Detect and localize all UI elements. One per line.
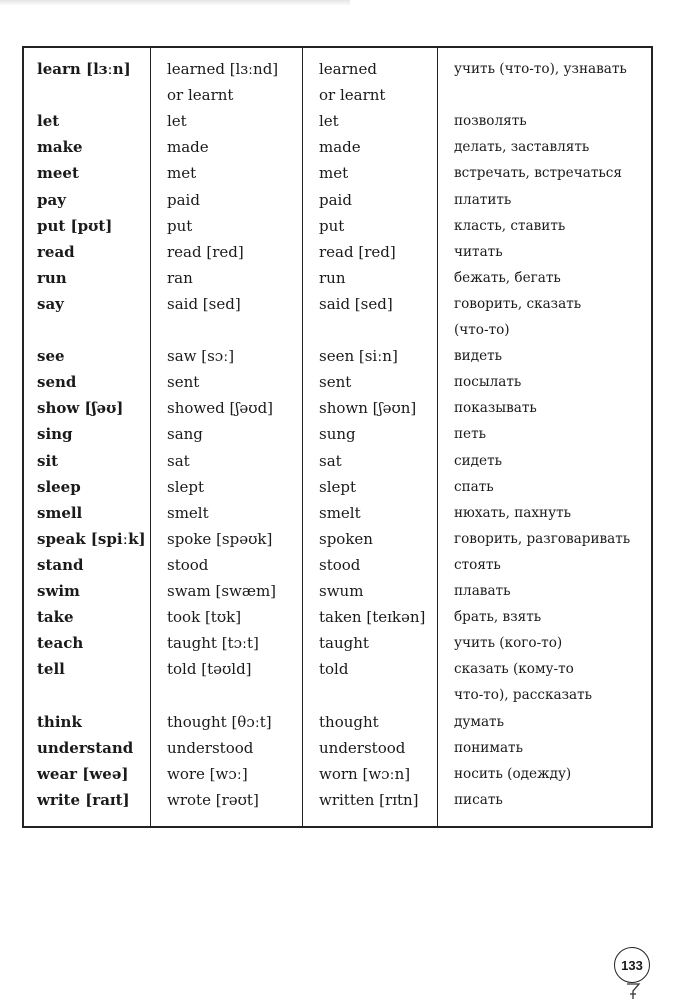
translation-cell: говорить, разговаривать xyxy=(454,530,631,547)
past-participle-cell: sent xyxy=(319,373,352,392)
base-form-cell: pay xyxy=(37,190,66,209)
translation-cell: понимать xyxy=(454,739,523,756)
past-simple-cell: saw [sɔː] xyxy=(167,347,235,366)
past-simple-cell: wrote [rəʊt] xyxy=(167,790,259,809)
past-simple-cell: read [red] xyxy=(167,242,244,261)
past-simple-cell: taught [tɔːt] xyxy=(167,634,259,653)
translation-cell: встречать, встречаться xyxy=(454,165,622,182)
translation-cell: говорить, сказать xyxy=(454,295,582,312)
base-form-cell: sing xyxy=(37,425,73,444)
past-participle-cell: understood xyxy=(319,738,406,757)
past-participle-cell: slept xyxy=(319,477,357,496)
past-participle-cell: taught xyxy=(319,634,369,653)
base-form-cell: understand xyxy=(37,738,134,757)
past-participle-cell: learned xyxy=(319,60,377,78)
past-participle-cell: thought xyxy=(319,712,379,731)
translation-cell: учить (кого-то) xyxy=(454,635,563,652)
translation-cell: читать xyxy=(454,243,503,260)
column-divider xyxy=(302,48,303,826)
column-divider xyxy=(437,48,438,826)
translation-cell: носить (одежду) xyxy=(454,765,572,782)
past-participle-cell: run xyxy=(319,268,346,287)
base-form-cell: run xyxy=(37,268,67,287)
past-simple-cell: sang xyxy=(167,425,203,444)
base-form-cell: stand xyxy=(37,555,84,574)
past-simple-cell: paid xyxy=(167,190,200,209)
past-simple-cell: spoke [spəʊk] xyxy=(167,529,273,548)
base-form-cell: swim xyxy=(37,582,80,600)
translation-cell: стоять xyxy=(454,556,501,573)
past-simple-cell: said [sed] xyxy=(167,294,241,313)
base-form-cell: let xyxy=(37,112,60,131)
past-simple-cell: put xyxy=(167,216,193,235)
translation-cell: что-то), рассказать xyxy=(454,687,593,704)
translation-cell: делать, заставлять xyxy=(454,139,590,156)
base-form-cell: show [ʃəʊ] xyxy=(37,399,124,418)
past-simple-cell: slept xyxy=(167,477,205,496)
past-simple-cell: ran xyxy=(167,268,193,287)
past-simple-cell: met xyxy=(167,164,197,183)
past-simple-cell: smelt xyxy=(167,503,209,522)
base-form-cell: speak [spiːk] xyxy=(37,529,146,548)
page-number: 133 xyxy=(614,947,650,983)
base-form-cell: say xyxy=(37,294,64,313)
base-form-cell: tell xyxy=(37,660,65,679)
past-simple-cell: took [tʊk] xyxy=(167,608,242,627)
past-simple-cell: made xyxy=(167,138,209,157)
translation-cell: сказать (кому-то xyxy=(454,661,574,678)
translation-cell: платить xyxy=(454,191,512,208)
base-form-cell: put [pʊt] xyxy=(37,216,113,235)
past-simple-cell: understood xyxy=(167,738,254,757)
translation-cell: класть, ставить xyxy=(454,217,566,234)
base-form-cell: read xyxy=(37,242,75,261)
base-form-cell: meet xyxy=(37,164,79,183)
translation-cell: бежать, бегать xyxy=(454,269,561,286)
translation-cell: учить (что-то), узнавать xyxy=(454,61,627,77)
past-participle-cell: seen [siːn] xyxy=(319,347,398,366)
translation-cell: плавать xyxy=(454,583,511,599)
translation-cell: писать xyxy=(454,791,503,808)
irregular-verbs-table xyxy=(22,46,653,828)
past-simple-cell: learned [lɜːnd] xyxy=(167,60,279,78)
base-form-cell: sleep xyxy=(37,477,81,496)
base-form-cell: take xyxy=(37,608,74,627)
past-participle-cell: taken [teɪkən] xyxy=(319,608,426,627)
base-form-cell: sit xyxy=(37,451,59,470)
past-simple-cell: stood xyxy=(167,555,209,574)
past-participle-cell: paid xyxy=(319,190,352,209)
past-participle-cell: told xyxy=(319,660,349,679)
past-participle-cell: stood xyxy=(319,555,361,574)
past-simple-cell: told [təʊld] xyxy=(167,660,252,679)
past-participle-cell: shown [ʃəʊn] xyxy=(319,399,417,418)
past-participle-cell: sung xyxy=(319,425,356,444)
past-participle-cell: put xyxy=(319,216,345,235)
past-participle-cell: spoken xyxy=(319,529,373,548)
translation-cell: посылать xyxy=(454,374,522,391)
translation-cell: сидеть xyxy=(454,452,503,469)
pencil-mark-icon xyxy=(624,982,642,1000)
past-participle-cell: met xyxy=(319,164,349,183)
column-divider xyxy=(150,48,151,826)
past-participle-cell: made xyxy=(319,138,361,157)
base-form-cell: write [raɪt] xyxy=(37,790,130,809)
translation-cell: (что-то) xyxy=(454,322,510,338)
base-form-cell: make xyxy=(37,138,83,157)
translation-cell: позволять xyxy=(454,113,527,130)
past-participle-cell: let xyxy=(319,112,339,131)
base-form-cell: see xyxy=(37,347,65,366)
past-simple-cell: swam [swæm] xyxy=(167,582,277,600)
base-form-cell: think xyxy=(37,712,82,731)
past-simple-cell: or learnt xyxy=(167,86,234,105)
past-participle-cell: swum xyxy=(319,582,364,600)
past-simple-cell: wore [wɔː] xyxy=(167,764,248,783)
past-participle-cell: read [red] xyxy=(319,242,396,261)
translation-cell: петь xyxy=(454,426,487,443)
past-simple-cell: thought [θɔːt] xyxy=(167,712,272,731)
past-simple-cell: sent xyxy=(167,373,200,392)
past-participle-cell: written [rɪtn] xyxy=(319,790,419,809)
scan-edge-shadow xyxy=(0,0,350,6)
base-form-cell: wear [weə] xyxy=(37,764,129,783)
past-simple-cell: let xyxy=(167,112,187,131)
translation-cell: спать xyxy=(454,478,494,495)
past-simple-cell: showed [ʃəʊd] xyxy=(167,399,274,418)
base-form-cell: teach xyxy=(37,634,84,653)
base-form-cell: smell xyxy=(37,503,83,522)
translation-cell: брать, взять xyxy=(454,609,542,626)
translation-cell: видеть xyxy=(454,348,503,365)
past-simple-cell: sat xyxy=(167,451,190,470)
translation-cell: думать xyxy=(454,713,504,730)
translation-cell: показывать xyxy=(454,400,537,417)
past-participle-cell: worn [wɔːn] xyxy=(319,764,411,783)
translation-cell: нюхать, пахнуть xyxy=(454,504,572,521)
past-participle-cell: said [sed] xyxy=(319,294,393,313)
past-participle-cell: smelt xyxy=(319,503,361,522)
past-participle-cell: or learnt xyxy=(319,86,386,105)
past-participle-cell: sat xyxy=(319,451,342,470)
base-form-cell: learn [lɜːn] xyxy=(37,60,131,78)
base-form-cell: send xyxy=(37,373,77,392)
